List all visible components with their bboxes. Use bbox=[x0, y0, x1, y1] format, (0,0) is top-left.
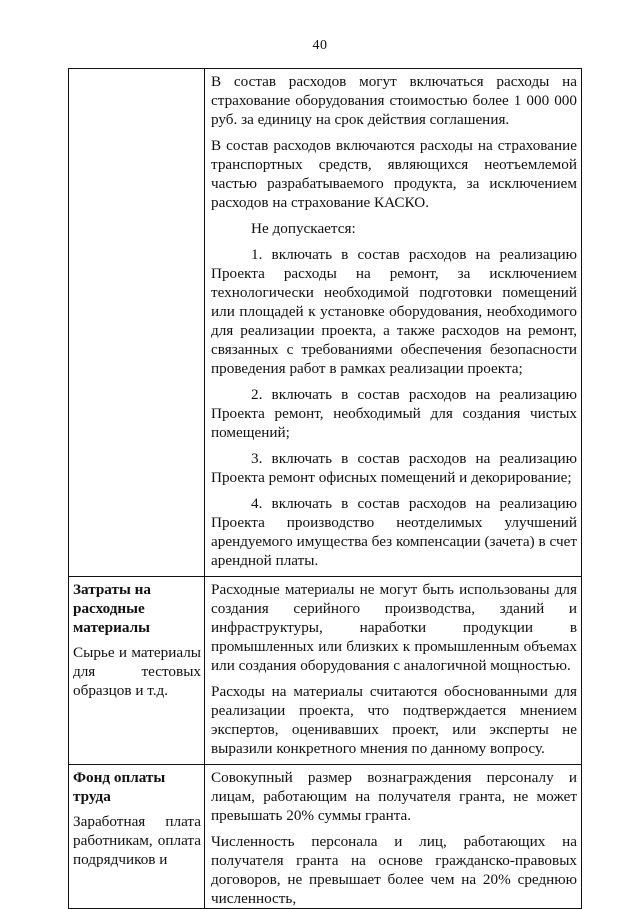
rule-paragraph: 1. включать в состав расходов на реализацию Проекта расходы на ремонт, за исключением технологически необходимой подготовки помещений или площадей к установке оборудования, необходимого для реализации проекта, а также расходов на ремонт, связанных с требованиями обеспечения безопасности проведения работ в рамках реализации проекта; bbox=[211, 246, 577, 377]
row-category-cell bbox=[69, 765, 205, 909]
rule-paragraph: Не допускается: bbox=[251, 220, 356, 237]
page-number: 40 bbox=[312, 38, 328, 53]
rule-paragraph: Совокупный размер вознаграждения персоналу и лицам, работающим на получателя гранта, не может превышать 20% суммы гранта. bbox=[211, 769, 577, 824]
category-heading: Затраты на расходные материалы bbox=[73, 581, 151, 636]
rule-paragraph: 3. включать в состав расходов на реализацию Проекта ремонт офисных помещений и декорирование; bbox=[211, 450, 577, 486]
table-row bbox=[69, 69, 582, 577]
category-heading: Фонд оплаты труда bbox=[73, 769, 166, 805]
rule-paragraph: 4. включать в состав расходов на реализацию Проекта производство неотделимых улучшений арендуемого имущества без компенсации (зачета) в счет арендной платы. bbox=[211, 495, 577, 569]
rule-paragraph: Численность персонала и лиц, работающих на получателя гранта на основе гражданско-правовых договоров, не превышает более чем на 20% среднюю численность, bbox=[211, 833, 577, 907]
category-description: Заработная плата работникам, оплата подрядчиков и bbox=[73, 813, 201, 868]
table-row bbox=[69, 765, 582, 909]
row-rules-cell bbox=[205, 577, 582, 765]
expense-rules-table bbox=[68, 68, 582, 909]
row-rules-cell bbox=[205, 69, 582, 577]
rule-paragraph: В состав расходов включаются расходы на страхование транспортных средств, являющихся неотъемлемой частью разрабатываемого продукта, за исключением расходов на страхование КАСКО. bbox=[211, 137, 577, 211]
table-row bbox=[69, 577, 582, 765]
rule-paragraph: В состав расходов могут включаться расходы на страхование оборудования стоимостью более 1 000 000 руб. за единицу на срок действия соглашения. bbox=[211, 73, 577, 128]
row-category-cell bbox=[69, 69, 205, 577]
row-rules-cell bbox=[205, 765, 582, 909]
row-category-cell bbox=[69, 577, 205, 765]
rule-paragraph: Расходные материалы не могут быть использованы для создания серийного производства, зданий и инфраструктуры, наработки продукции в промышленных или близких к промышленным объемах или создания оборудования с аналогичной мощностью. bbox=[211, 581, 577, 674]
rule-paragraph: 2. включать в состав расходов на реализацию Проекта ремонт, необходимый для создания чистых помещений; bbox=[211, 386, 577, 441]
category-description: Сырье и материалы для тестовых образцов и т.д. bbox=[73, 644, 201, 699]
rule-paragraph: Расходы на материалы считаются обоснованными для реализации проекта, что подтверждается мнением экспертов, оценивавших проект, или эксперты не выразили конкретного мнения по данному вопросу. bbox=[211, 683, 577, 757]
